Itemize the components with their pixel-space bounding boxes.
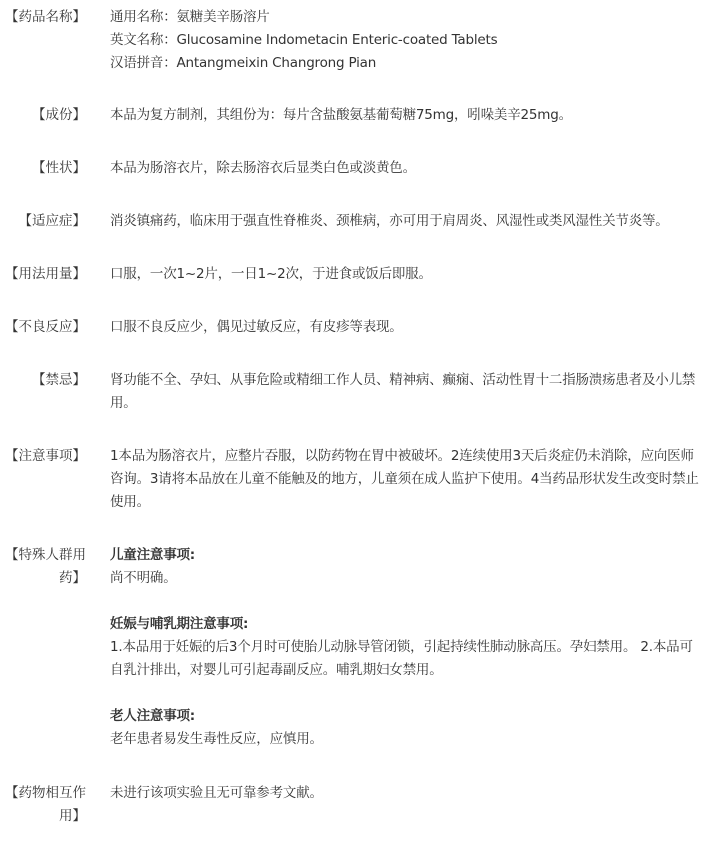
label-drug-interactions: 【药物相互作用】 xyxy=(5,785,86,824)
elderly-title: 老人注意事项: xyxy=(110,708,195,724)
pregnancy-text: 1.本品用于妊娠的后3个月时可使胎儿动脉导管闭锁，引起持续性肺动脉高压。孕妇禁用。 2.本品可自乳汁排出，对婴儿可引起毒副反应。哺乳期妇女禁用。 xyxy=(110,639,693,678)
value-appearance: 本品为肠溶衣片，除去肠溶衣后显类白色或淡黄色。 xyxy=(110,160,416,176)
value-composition: 本品为复方制剂，其组份为：每片含盐酸氨基葡萄糖75mg，吲哚美辛25mg。 xyxy=(110,107,572,123)
label-contraindications: 【禁忌】 xyxy=(32,372,86,388)
value-drug-name xyxy=(110,6,700,75)
label-composition: 【成份】 xyxy=(32,107,86,123)
children-title: 儿童注意事项: xyxy=(110,547,195,563)
label-adverse-reactions: 【不良反应】 xyxy=(5,319,86,335)
label-precautions: 【注意事项】 xyxy=(5,448,86,464)
value-precautions: 1本品为肠溶衣片，应整片吞服，以防药物在胃中被破坏。2连续使用3天后炎症仍未消除，应向医师咨询。3请将本品放在儿童不能触及的地方，儿童须在成人监护下使用。4当药品形状发生改变时禁止使用。 xyxy=(110,448,699,510)
value-indications: 消炎镇痛药，临床用于强直性脊椎炎、颈椎病，亦可用于肩周炎、风湿性或类风湿性关节炎等。 xyxy=(110,213,669,229)
pinyin-name: 汉语拼音：Antangmeixin Changrong Pian xyxy=(110,55,377,71)
generic-name: 通用名称：氨糖美辛肠溶片 xyxy=(110,9,270,25)
label-dosage: 【用法用量】 xyxy=(5,266,86,282)
pregnancy-title: 妊娠与哺乳期注意事项: xyxy=(110,616,249,632)
children-text: 尚不明确。 xyxy=(110,570,177,586)
value-adverse-reactions: 口服不良反应少，偶见过敏反应，有皮疹等表现。 xyxy=(110,319,403,335)
elderly-text: 老年患者易发生毒性反应，应慎用。 xyxy=(110,731,323,747)
value-special-populations xyxy=(110,544,700,751)
value-dosage: 口服，一次1~2片，一日1~2次，于进食或饭后即服。 xyxy=(110,266,432,282)
value-drug-interactions: 未进行该项实验且无可靠参考文献。 xyxy=(110,785,323,801)
label-appearance: 【性状】 xyxy=(32,160,86,176)
label-drug-name: 【药品名称】 xyxy=(5,9,86,25)
label-indications: 【适应症】 xyxy=(18,213,86,229)
value-contraindications: 肾功能不全、孕妇、从事危险或精细工作人员、精神病、癫痫、活动性胃十二指肠溃疡患者及小儿禁用。 xyxy=(110,372,696,411)
english-name: 英文名称：Glucosamine Indometacin Enteric-coated Tablets xyxy=(110,32,498,48)
label-special-populations: 【特殊人群用药】 xyxy=(5,547,86,586)
